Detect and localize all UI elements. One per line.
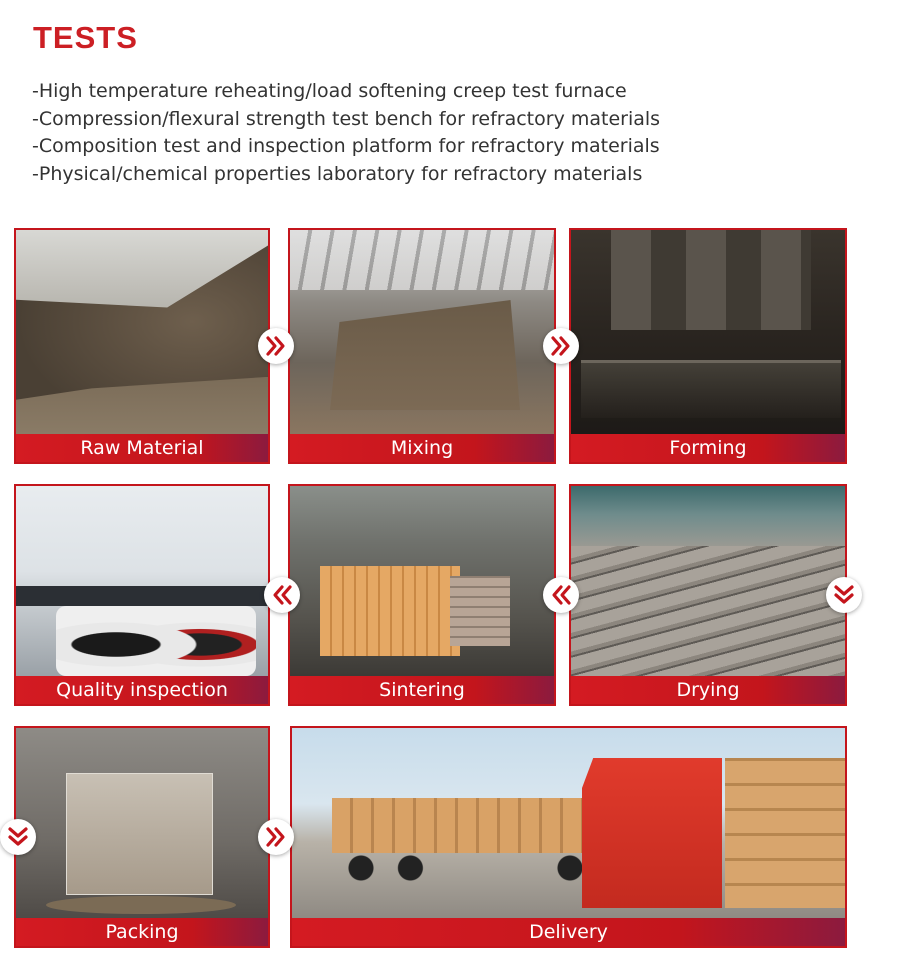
page-title: TESTS	[33, 20, 138, 55]
step-card-drying	[569, 484, 847, 706]
step-caption: Mixing	[290, 434, 554, 462]
step-caption: Quality inspection	[16, 676, 268, 704]
list-item: -Composition test and inspection platform for refractory materials	[32, 135, 660, 157]
step-caption: Raw Material	[16, 434, 268, 462]
double-chevron-left-icon	[264, 577, 300, 613]
quality-inspection-photo	[16, 486, 268, 676]
forming-photo	[571, 230, 845, 434]
step-card-mixing	[288, 228, 556, 464]
double-chevron-left-icon	[543, 577, 579, 613]
brick-stack	[725, 758, 845, 908]
step-card-delivery	[290, 726, 847, 948]
tests-list	[32, 78, 660, 188]
double-chevron-down-icon	[0, 819, 36, 855]
list-item: -Physical/chemical properties laboratory for refractory materials	[32, 162, 643, 185]
list-item: -High temperature reheating/load softening creep test furnace	[32, 80, 627, 102]
step-caption: Forming	[571, 434, 845, 462]
drying-photo	[571, 486, 845, 676]
raw-material-photo	[16, 230, 268, 434]
packing-photo	[16, 728, 268, 918]
step-card-packing	[14, 726, 270, 948]
step-card-forming	[569, 228, 847, 464]
delivery-photo	[292, 728, 845, 918]
step-card-quality-inspection	[14, 484, 270, 706]
step-caption: Sintering	[290, 676, 554, 704]
double-chevron-right-icon	[543, 328, 579, 364]
step-card-raw-material	[14, 228, 270, 464]
step-caption: Packing	[16, 918, 268, 946]
sintering-photo	[290, 486, 554, 676]
double-chevron-right-icon	[258, 328, 294, 364]
truck-wheels	[342, 853, 722, 883]
step-card-sintering	[288, 484, 556, 706]
double-chevron-right-icon	[258, 819, 294, 855]
list-item: -Compression/flexural strength test bench for refractory materials	[32, 107, 661, 130]
step-caption: Delivery	[292, 918, 845, 946]
step-caption: Drying	[571, 676, 845, 704]
mixing-photo	[290, 230, 554, 434]
double-chevron-down-icon	[826, 577, 862, 613]
